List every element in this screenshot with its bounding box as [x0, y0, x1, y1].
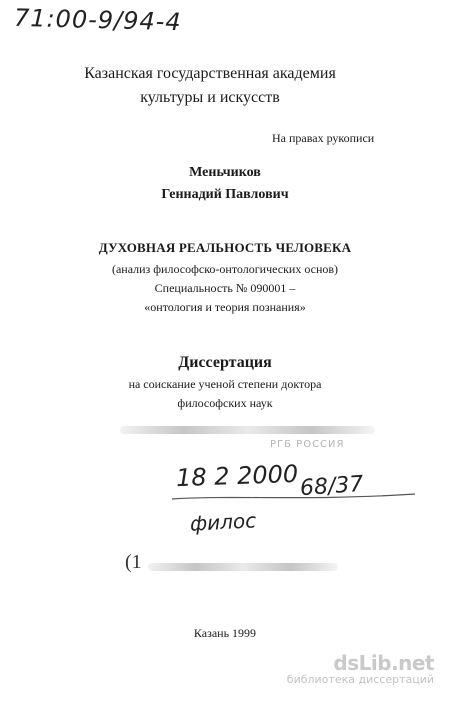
- stamp-word-handwritten: филос: [189, 508, 257, 536]
- degree-line-1: на соискание ученой степени доктора: [128, 377, 322, 391]
- institution-line-1: Казанская государственная академия: [84, 65, 336, 82]
- stamp-date-handwritten: 18 2 2000: [175, 459, 299, 493]
- institution-name: [60, 62, 360, 110]
- specialty-code: Специальность № 090001 –: [154, 281, 296, 295]
- watermark-tagline: библиотека диссертаций: [286, 673, 434, 686]
- archive-number-handwritten: 71:00-9/94-4: [13, 3, 182, 37]
- author-surname: Меньчиков: [189, 165, 261, 180]
- watermark-site: dsLib.net: [333, 651, 434, 675]
- stamp-smudge-top: [120, 426, 375, 434]
- stamp-faint-text: РГБ РОССИЯ: [270, 439, 345, 450]
- stamp-smudge-bottom: [148, 563, 338, 571]
- city-year: Казань 1999: [193, 626, 257, 640]
- stamp-underline: [170, 489, 420, 505]
- work-subtitle: (анализ философско-онтологических основ): [111, 262, 339, 276]
- work-title: ДУХОВНАЯ РЕАЛЬНОСТЬ ЧЕЛОВЕКА: [98, 240, 352, 255]
- stamp-paren-mark: (1: [125, 551, 142, 573]
- stamp-reference-handwritten: 68/37: [299, 471, 365, 502]
- document-type-heading: Диссертация: [178, 354, 272, 371]
- specialty-name: «онтология и теория познания»: [144, 300, 306, 314]
- author-name: Геннадий Павлович: [161, 187, 289, 202]
- author-block: [100, 162, 350, 206]
- degree-line-2: философских наук: [177, 396, 273, 410]
- dslib-watermark: [287, 651, 434, 686]
- manuscript-rights-note: На правах рукописи: [272, 131, 375, 145]
- institution-line-2: культуры и искусств: [140, 89, 280, 106]
